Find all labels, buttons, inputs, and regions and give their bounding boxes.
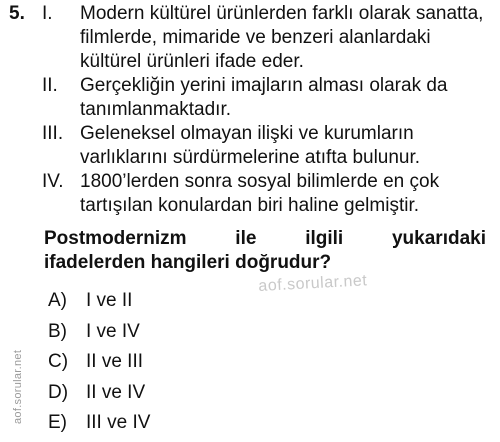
statement-numeral: II.: [42, 75, 58, 96]
option-text: II ve IV: [86, 381, 146, 403]
watermark-text: aof.sorular.net: [258, 272, 368, 295]
option-letter: A): [48, 290, 67, 311]
statement-text: Geleneksel olmayan ilişki ve kurumların varlıklarını sürdürmelerine atıfta bulunur.: [80, 123, 421, 168]
statement-item: [0, 122, 500, 170]
watermark-vertical-text: aof.sorular.net: [12, 349, 24, 424]
option-letter: D): [48, 381, 69, 403]
question-stem: [44, 227, 486, 275]
statement-text: Gerçekliğin yerini imajların alması olarak da tanımlanmaktadır.: [80, 75, 448, 120]
option-letter: C): [48, 351, 69, 372]
option-letter: B): [48, 320, 67, 342]
statement-list: [0, 2, 500, 218]
option-text: III ve IV: [86, 412, 151, 433]
statement-item: [0, 74, 500, 122]
option-letter: E): [48, 412, 67, 433]
question-stem-line: ifadelerden hangileri doğrudur?: [44, 252, 332, 273]
option-text: I ve IV: [86, 320, 140, 342]
statement-item: [0, 170, 500, 218]
statement-numeral: I.: [42, 3, 53, 24]
statement-numeral: III.: [42, 123, 64, 144]
question-number: 5.: [9, 3, 25, 24]
statement-numeral: IV.: [42, 171, 64, 192]
option-text: I ve II: [86, 290, 133, 311]
statement-text: 1800’lerden sonra sosyal bilimlerde en çok tartışılan konulardan biri haline gelmiştir.: [80, 171, 440, 216]
statement-item: [0, 2, 500, 74]
statement-text: Modern kültürel ürünlerden farklı olarak sanatta, filmlerde, mimaride ve benzeri alanlardaki kültürel ürünleri ifade eder.: [80, 3, 484, 72]
question-stem-line: Postmodernizm ile ilgili yukarıdaki: [44, 228, 486, 249]
option-text: II ve III: [86, 351, 144, 372]
